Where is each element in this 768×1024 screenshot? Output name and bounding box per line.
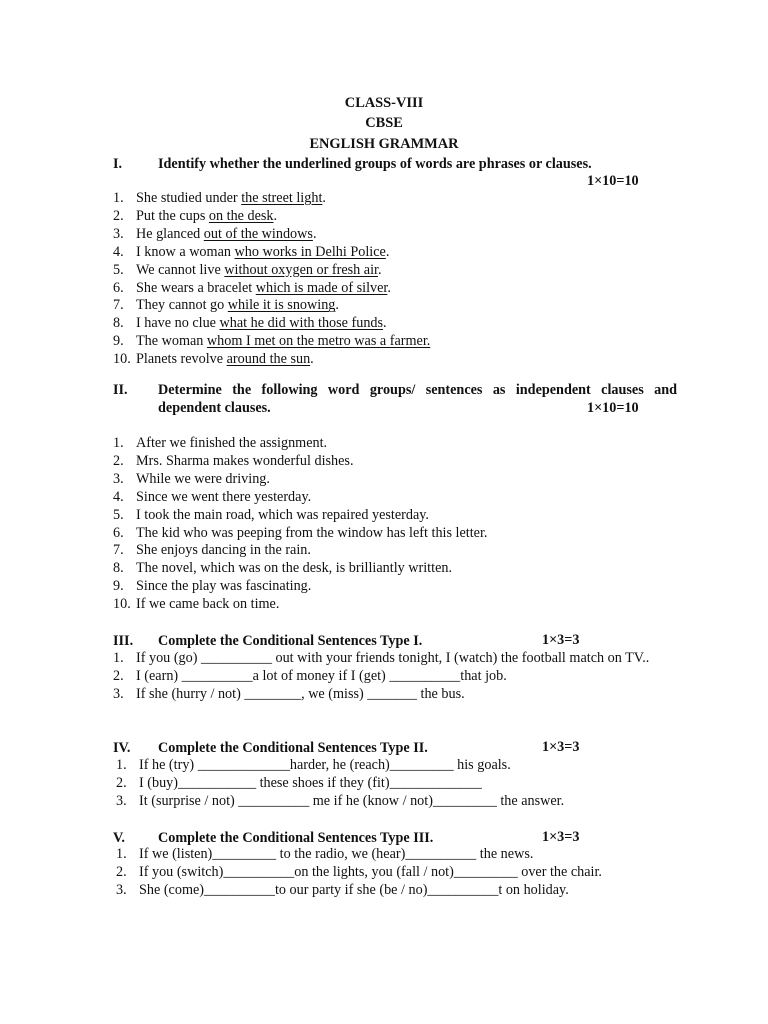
list-item: 10. If we came back on time. xyxy=(113,596,280,613)
underlined-words: who works in Delhi Police xyxy=(234,243,386,260)
underlined-words: what he did with those funds xyxy=(219,315,384,332)
underlined-words: around the sun xyxy=(226,351,311,368)
section-1-list xyxy=(113,190,677,369)
section-2-number: II. xyxy=(113,382,128,398)
list-item: 4. Since we went there yesterday. xyxy=(113,488,312,505)
list-item: 2. Put the cups on the desk. xyxy=(113,207,278,224)
section-1-marks: 1×10=10 xyxy=(587,173,639,189)
list-item: 8. I have no clue what he did with those funds. xyxy=(113,315,387,332)
section-2-title: Determine the following word groups/ sentences as independent clauses and dependent clauses. xyxy=(158,382,677,416)
class-heading: CLASS-VIII xyxy=(344,95,424,111)
list-item: 7. She enjoys dancing in the rain. xyxy=(113,542,311,559)
section-3-title: Complete the Conditional Sentences Type I. xyxy=(158,633,423,649)
section-3-list xyxy=(113,650,677,704)
list-item: 5. We cannot live without oxygen or fresh air. xyxy=(113,261,382,278)
list-item: 7. They cannot go while it is snowing. xyxy=(113,297,339,314)
list-item: 5. I took the main road, which was repaired yesterday. xyxy=(113,506,429,523)
list-item: 10. Planets revolve around the sun. xyxy=(113,351,314,368)
list-item: 3. He glanced out of the windows. xyxy=(113,225,317,242)
list-item: 2. I (buy)___________ these shoes if they (fit)_____________ xyxy=(116,774,482,791)
underlined-words: without oxygen or fresh air xyxy=(224,261,378,278)
list-item: 2. If you (switch)__________on the lights, you (fall / not)_________ over the chair. xyxy=(116,863,602,880)
section-5-number: V. xyxy=(113,830,125,846)
section-5-list xyxy=(113,846,677,900)
list-item: 3. She (come)__________to our party if she (be / no)__________t on holiday. xyxy=(116,881,569,898)
section-1-title: Identify whether the underlined groups of words are phrases or clauses. xyxy=(158,156,592,172)
section-4-list xyxy=(113,757,677,811)
list-item: 3. While we were driving. xyxy=(113,470,270,487)
section-4-title: Complete the Conditional Sentences Type II. xyxy=(158,740,428,756)
underlined-words: whom I met on the metro was a farmer. xyxy=(206,333,431,350)
section-5-title: Complete the Conditional Sentences Type III. xyxy=(158,830,434,846)
list-item: 3. It (surprise / not) __________ me if he (know / not)_________ the answer. xyxy=(116,792,565,809)
list-item: 1. After we finished the assignment. xyxy=(113,435,328,451)
section-1-number: I. xyxy=(113,156,123,172)
section-2-marks: 1×10=10 xyxy=(587,400,639,416)
section-3-number: III. xyxy=(113,633,134,649)
board-heading: CBSE xyxy=(365,115,403,131)
underlined-words: out of the windows xyxy=(203,225,313,242)
list-item: 6. The kid who was peeping from the window has left this letter. xyxy=(113,524,488,541)
section-2-list xyxy=(113,435,677,614)
underlined-words: on the desk xyxy=(208,207,274,224)
list-item: 2. Mrs. Sharma makes wonderful dishes. xyxy=(113,452,354,469)
section-4-number: IV. xyxy=(113,740,131,756)
underlined-words: while it is snowing xyxy=(227,297,336,314)
list-item: 9. Since the play was fascinating. xyxy=(113,578,312,595)
underlined-words: which is made of silver xyxy=(255,279,388,296)
subject-heading: ENGLISH GRAMMAR xyxy=(309,136,459,152)
list-item: 9. The woman whom I met on the metro was a farmer. xyxy=(113,333,431,350)
section-5-marks: 1×3=3 xyxy=(542,829,580,845)
list-item: 4. I know a woman who works in Delhi Police. xyxy=(113,243,390,260)
section-3-marks: 1×3=3 xyxy=(542,632,580,648)
underlined-words: the street light xyxy=(241,190,323,206)
list-item: 1. If you (go) __________ out with your friends tonight, I (watch) the football match on TV.. xyxy=(113,650,650,666)
list-item: 1. If we (listen)_________ to the radio, we (hear)__________ the news. xyxy=(116,846,534,862)
list-item: 3. If she (hurry / not) ________, we (miss) _______ the bus. xyxy=(113,685,465,702)
list-item: 6. She wears a bracelet which is made of silver. xyxy=(113,279,391,296)
list-item: 1. If he (try) _____________harder, he (reach)_________ his goals. xyxy=(116,757,511,773)
section-4-marks: 1×3=3 xyxy=(542,739,580,755)
list-item: 8. The novel, which was on the desk, is brilliantly written. xyxy=(113,560,453,577)
list-item: 2. I (earn) __________a lot of money if I (get) __________that job. xyxy=(113,667,507,684)
list-item: 1. She studied under the street light. xyxy=(113,190,326,206)
